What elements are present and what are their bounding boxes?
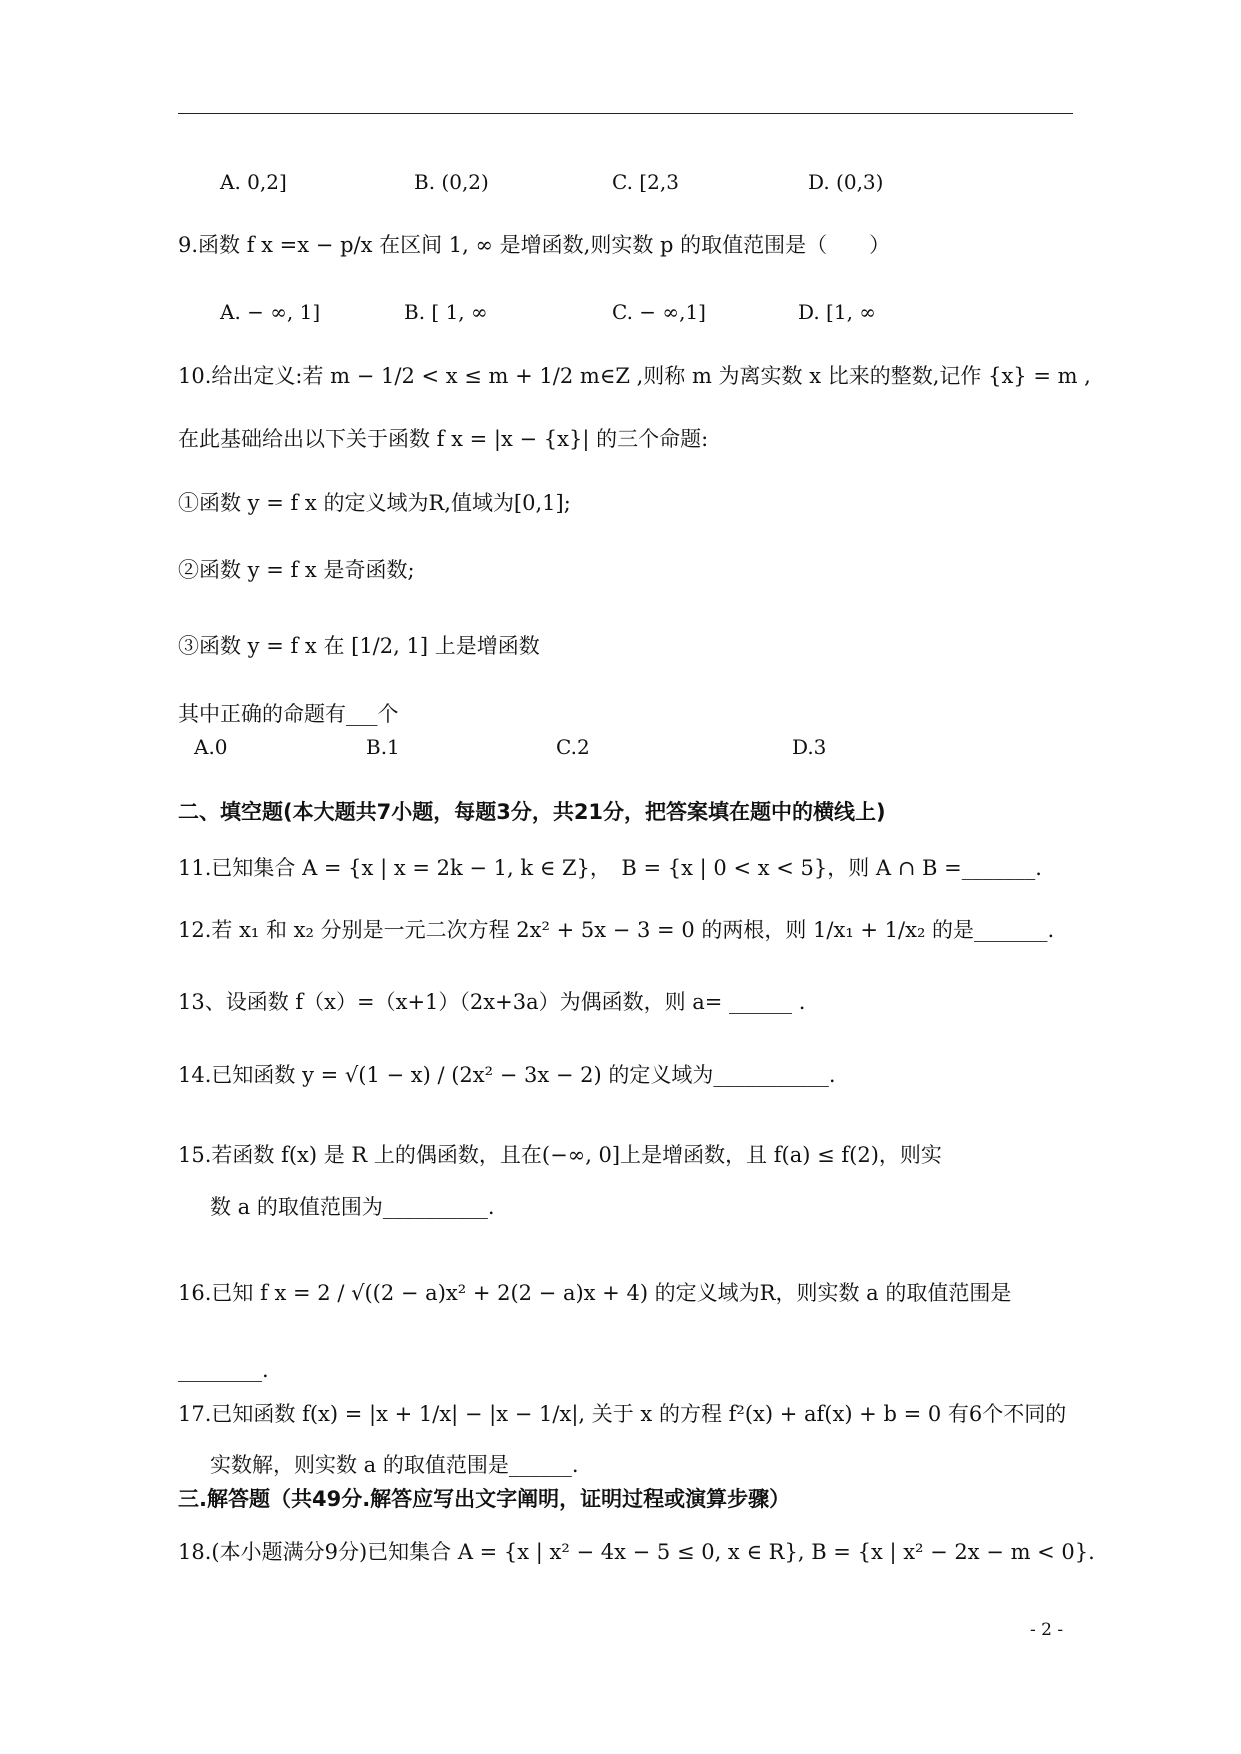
q9-option-c: C. − ∞,1] (612, 300, 706, 324)
q10-option-d: D.3 (792, 735, 827, 759)
q10-option-a: A.0 (194, 735, 228, 759)
q8-option-b: B. (0,2) (414, 170, 489, 194)
page-number: - 2 - (1030, 1620, 1064, 1640)
q10-line-1: 10.给出定义:若 m − 1/2 < x ≤ m + 1/2 m∈Z ,则称 m 为离实数 x 比来的整数,记作 {x} = m , (178, 364, 1091, 388)
section-3-heading: 三.解答题（共49分.解答应写出文字阐明，证明过程或演算步骤） (178, 1487, 791, 1511)
q9-stem: 9.函数 f x =x − p/x 在区间 1, ∞ 是增函数,则实数 p 的取值范围是（ ） (178, 233, 891, 257)
q17-line-2: 实数解，则实数 a 的取值范围是______. (210, 1453, 579, 1477)
q15-line-1: 15.若函数 f(x) 是 R 上的偶函数，且在(−∞, 0]上是增函数，且 f(a) ≤ f(2)，则实 (178, 1143, 942, 1167)
q9-option-a: A. − ∞, 1] (220, 300, 321, 324)
q8-option-c: C. [2,3 (612, 170, 679, 194)
q9-option-b: B. [ 1, ∞ (404, 300, 488, 324)
q9-option-d: D. [1, ∞ (798, 300, 876, 324)
q10-option-c: C.2 (556, 735, 590, 759)
q11: 11.已知集合 A = {x | x = 2k − 1, k ∈ Z}， B = {x | 0 < x < 5}，则 A ∩ B =_______. (178, 856, 1042, 880)
q10-ask: 其中正确的命题有___个 (178, 702, 399, 726)
q16-line-2: ________. (178, 1358, 269, 1382)
q12: 12.若 x₁ 和 x₂ 分别是一元二次方程 2x² + 5x − 3 = 0 的两根，则 1/x₁ + 1/x₂ 的是_______. (178, 918, 1055, 942)
q13: 13、设函数 f（x）=（x+1）（2x+3a）为偶函数，则 a= ______ . (178, 990, 806, 1014)
q10-option-b: B.1 (366, 735, 400, 759)
q10-proposition-1: ①函数 y = f x 的定义域为R,值域为[0,1]; (178, 491, 571, 515)
q10-line-2: 在此基础给出以下关于函数 f x = |x − {x}| 的三个命题: (178, 427, 709, 451)
q8-option-a: A. 0,2] (220, 170, 287, 194)
q17-line-1: 17.已知函数 f(x) = |x + 1/x| − |x − 1/x|, 关于 x 的方程 f²(x) + af(x) + b = 0 有6个不同的 (178, 1402, 1067, 1426)
q10-proposition-2: ②函数 y = f x 是奇函数; (178, 558, 415, 582)
q10-proposition-3: ③函数 y = f x 在 [1/2, 1] 上是增函数 (178, 634, 540, 658)
q14: 14.已知函数 y = √(1 − x) / (2x² − 3x − 2) 的定义域为___________. (178, 1063, 836, 1087)
q18: 18.(本小题满分9分)已知集合 A = {x | x² − 4x − 5 ≤ 0, x ∈ R}, B = {x | x² − 2x − m < 0}. (178, 1540, 1095, 1564)
q15-line-2: 数 a 的取值范围为__________. (210, 1195, 495, 1219)
q16-line-1: 16.已知 f x = 2 / √((2 − a)x² + 2(2 − a)x + 4) 的定义域为R，则实数 a 的取值范围是 (178, 1281, 1012, 1305)
section-2-heading: 二、填空题(本大题共7小题，每题3分，共21分，把答案填在题中的横线上) (178, 800, 886, 824)
header-rule (178, 113, 1073, 114)
q8-option-d: D. (0,3) (808, 170, 884, 194)
